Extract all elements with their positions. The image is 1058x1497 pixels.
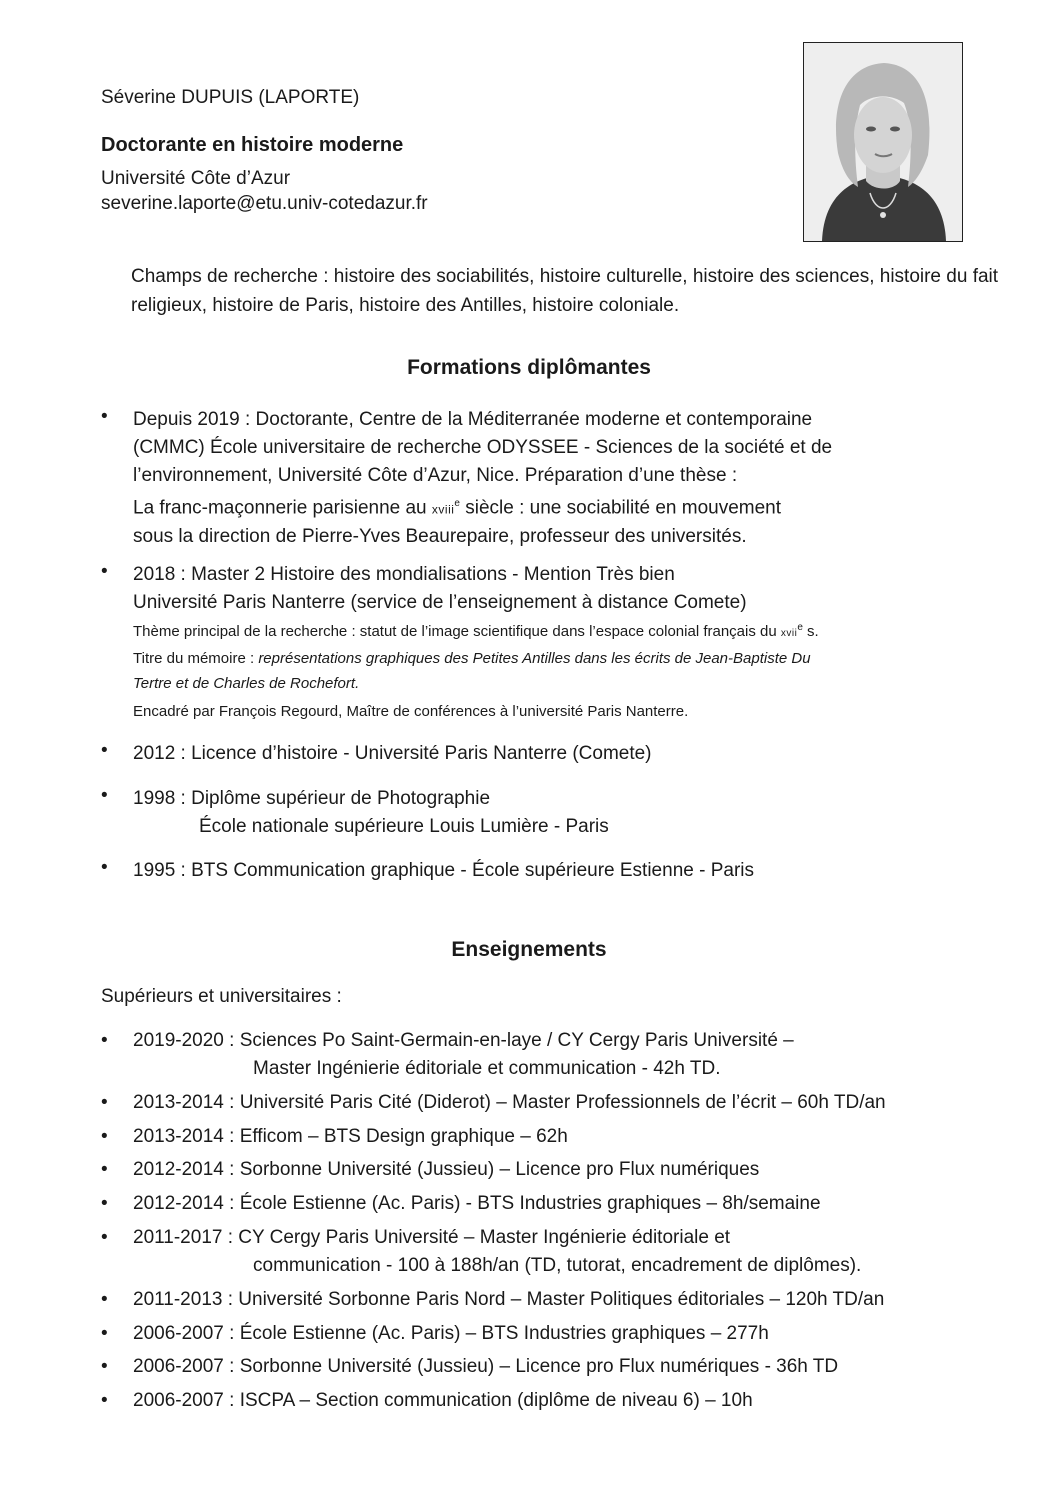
formation-lead: Depuis 2019 : Doctorante, Centre de la Méditerranée moderne et contemporaine bbox=[133, 409, 813, 430]
research-text: histoire des sociabilités, histoire culturelle, histoire des sciences, histoire du fait religieux, histoire de Paris, histoire des Antilles, histoire coloniale. bbox=[131, 266, 999, 316]
teaching-line: 2013-2014 : Efficom – BTS Design graphique – 62h bbox=[133, 1126, 568, 1147]
teaching-subtitle: Supérieurs et universitaires : bbox=[101, 986, 342, 1007]
bullet: • bbox=[101, 1390, 108, 1411]
bullet: • bbox=[101, 561, 108, 582]
teaching-row bbox=[101, 1353, 838, 1381]
teaching-line: 2012-2014 : École Estienne (Ac. Paris) - BTS Industries graphiques – 8h/semaine bbox=[133, 1193, 821, 1214]
formation-lead: 1995 : BTS Communication graphique bbox=[133, 860, 456, 881]
teaching-line: 2006-2007 : ISCPA – Section communication (diplôme de niveau 6) – 10h bbox=[133, 1390, 753, 1411]
thesis-title: La franc-maçonnerie parisienne au xviii$^e$ siècle : une sociabilité en mouvement bbox=[133, 497, 782, 519]
portrait-illustration bbox=[804, 43, 962, 241]
portrait-photo bbox=[803, 42, 963, 242]
teaching-line: 2012-2014 : Sorbonne Université (Jussieu) – Licence pro Flux numériques bbox=[133, 1159, 760, 1180]
person-role: Doctorante en histoire moderne bbox=[101, 134, 404, 156]
teaching-row bbox=[101, 1123, 568, 1151]
teaching-line-cont: Master Ingénierie éditoriale et communication - 42h TD. bbox=[253, 1058, 721, 1079]
formation-licence: 2012 : Licence d’histoire - Université Paris Nanterre (Comete) bbox=[133, 743, 652, 764]
teaching-line: 2019-2020 : Sciences Po Saint-Germain-en-laye / CY Cergy Paris Université – bbox=[133, 1030, 794, 1051]
teaching-row bbox=[101, 1320, 769, 1348]
teaching-row bbox=[101, 1224, 861, 1280]
bullet: • bbox=[101, 1193, 108, 1214]
bullet: • bbox=[101, 1159, 108, 1180]
teaching-row bbox=[101, 1089, 886, 1117]
formation-lead: 1998 : Diplôme supérieur de Photographie bbox=[133, 788, 491, 809]
bullet: • bbox=[101, 1030, 108, 1051]
formation-lead: 2012 : Licence d’histoire bbox=[133, 743, 338, 764]
bullet: • bbox=[101, 857, 108, 878]
teaching-heading: Enseignements bbox=[451, 938, 607, 961]
teaching-line-cont: communication - 100 à 188h/an (TD, tutorat, encadrement de diplômes). bbox=[253, 1255, 862, 1276]
formation-photo: 1998 : Diplôme supérieur de Photographie École nationale supérieure Louis Lumière - Paris bbox=[133, 785, 609, 841]
bullet: • bbox=[101, 785, 108, 806]
bullet: • bbox=[101, 1356, 108, 1377]
research-fields: Champs de recherche : histoire des sociabilités, histoire culturelle, histoire des sciences, histoire du fait religieux, histoire de Paris, histoire des Antilles, histoire coloniale. bbox=[131, 266, 999, 316]
bullet: • bbox=[101, 740, 108, 761]
teaching-row bbox=[101, 1156, 759, 1184]
teaching-row bbox=[101, 1027, 794, 1083]
teaching-line: 2011-2013 : Université Sorbonne Paris Nord – Master Politiques éditoriales – 120h TD/an bbox=[133, 1289, 885, 1310]
teaching-line: 2011-2017 : CY Cergy Paris Université – Master Ingénierie éditoriale et bbox=[133, 1227, 731, 1248]
formation-doctorate: Depuis 2019 : Doctorante, Centre de la Méditerranée moderne et contemporaine (CMMC) École universitaire de recherche ODYSSEE - Sciences de la société et de l’environnement, Université Côte d’Azur, Nice. Préparation d’une thèse : La franc-maçonnerie parisienne au xviii$^e$ siècle : une sociabilité en mouvement sous la direction de Pierre-Yves Beaurepaire, professeur des universités. bbox=[133, 406, 1013, 551]
teaching-row bbox=[101, 1387, 753, 1415]
person-name: Séverine DUPUIS (LAPORTE) bbox=[101, 87, 360, 108]
formations-heading: Formations diplômantes bbox=[407, 356, 651, 379]
teaching-row bbox=[101, 1190, 821, 1218]
bullet: • bbox=[101, 1289, 108, 1310]
formation-bts: 1995 : BTS Communication graphique - École supérieure Estienne - Paris bbox=[133, 860, 755, 881]
formation-master: 2018 : Master 2 Histoire des mondialisations - Mention Très bien Université Paris Nanterre (service de l’enseignement à distance Comete) Thème principal de la recherche : statut de l’image scientifique dans l’espace colonial français du xvii$^e$ s. Titre du mémoire : représentations graphiques des Petites Antilles dans les écrits de Jean-Baptiste Du Tertre et de Charles de Rochefort. Encadré par François Regourd, Maître de conférences à l’université Paris Nanterre. bbox=[133, 564, 819, 720]
teaching-line: 2006-2007 : Sorbonne Université (Jussieu) – Licence pro Flux numériques - 36h TD bbox=[133, 1356, 839, 1377]
person-university: Université Côte d’Azur bbox=[101, 168, 291, 189]
bullet: • bbox=[101, 1227, 108, 1248]
formation-lead: 2018 : Master 2 Histoire des mondialisations bbox=[133, 564, 507, 585]
teaching-line: 2006-2007 : École Estienne (Ac. Paris) – BTS Industries graphiques – 277h bbox=[133, 1323, 769, 1344]
teaching-line: 2013-2014 : Université Paris Cité (Diderot) – Master Professionnels de l’écrit – 60h TD/an bbox=[133, 1092, 886, 1113]
bullet: • bbox=[101, 406, 108, 427]
bullet: • bbox=[101, 1126, 108, 1147]
bullet: • bbox=[101, 1092, 108, 1113]
teaching-row bbox=[101, 1286, 884, 1314]
person-email[interactable]: severine.laporte@etu.univ-cotedazur.fr bbox=[101, 193, 428, 214]
research-label: Champs de recherche bbox=[131, 266, 318, 287]
bullet: • bbox=[101, 1323, 108, 1344]
